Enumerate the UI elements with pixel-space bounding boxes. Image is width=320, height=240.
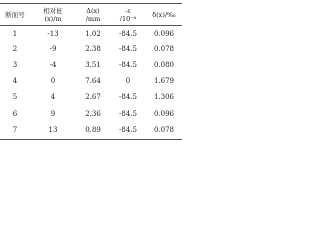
table-cell: 6: [12, 109, 18, 118]
column-header-line: 相对桩: [43, 6, 63, 15]
column-header-strain: [110, 4, 146, 25]
table-row: [0, 41, 182, 57]
column-header-line: δ(x)/‰: [152, 10, 176, 19]
table-cell: 4: [50, 93, 56, 102]
table-cell: 0.89: [85, 125, 101, 134]
table-row: [0, 106, 182, 122]
table-header-row: [0, 4, 182, 25]
table-cell: 3.51: [85, 60, 101, 69]
column-header-line: /mm: [85, 14, 101, 23]
table-cell: 0.096: [153, 109, 175, 118]
table-row: [0, 74, 182, 90]
table-cell: 0: [50, 77, 56, 86]
column-header-line: /10⁻⁶: [119, 14, 137, 23]
table-cell: 1.679: [153, 77, 175, 86]
column-header-line: 断面号: [5, 10, 25, 19]
table-cell: 2.67: [85, 93, 101, 102]
table-cell: 7: [12, 125, 18, 134]
table-cell: 0.078: [153, 44, 175, 53]
column-header-delta: [76, 4, 110, 25]
table-row: [0, 122, 182, 138]
table-cell: -84.5: [119, 60, 137, 69]
table-cell: -4: [49, 60, 57, 69]
table-cell: 0.078: [153, 125, 175, 134]
table-cell: -84.5: [119, 109, 137, 118]
table-cell: 4: [12, 77, 18, 86]
table-cell: 9: [50, 109, 56, 118]
column-header-line: (x)/m: [44, 14, 62, 23]
table-cell: 5: [12, 93, 18, 102]
table-cell: 2.38: [85, 44, 101, 53]
column-header-section: [0, 4, 30, 25]
column-header-ratio: [146, 4, 182, 25]
table-row: [0, 25, 182, 41]
column-header-line: Δ(x): [86, 6, 100, 15]
table-cell: 1.306: [153, 93, 175, 102]
table-cell: -9: [49, 44, 57, 53]
column-header-line: -ε: [125, 6, 131, 15]
table-cell: -84.5: [119, 44, 137, 53]
table-cell: -84.5: [119, 93, 137, 102]
table-row: [0, 90, 182, 106]
table-cell: 7.64: [85, 77, 101, 86]
table-cell: 0.080: [153, 60, 175, 69]
table-cell: 1: [12, 29, 18, 38]
table-cell: -84.5: [119, 29, 137, 38]
column-header-position: [30, 4, 76, 25]
data-table: [0, 4, 182, 138]
table-cell: 1.02: [85, 29, 101, 38]
table-cell: -84.5: [119, 125, 137, 134]
table-cell: 13: [48, 125, 58, 134]
table-cell: 2.36: [85, 109, 101, 118]
table-cell: 0.096: [153, 29, 175, 38]
table-bottom-rule: [0, 139, 182, 140]
data-table-container: [0, 0, 182, 141]
table-cell: 0: [125, 77, 131, 86]
table-row: [0, 57, 182, 73]
table-cell: 3: [12, 60, 18, 69]
table-cell: 2: [12, 44, 18, 53]
table-cell: -13: [47, 29, 59, 38]
